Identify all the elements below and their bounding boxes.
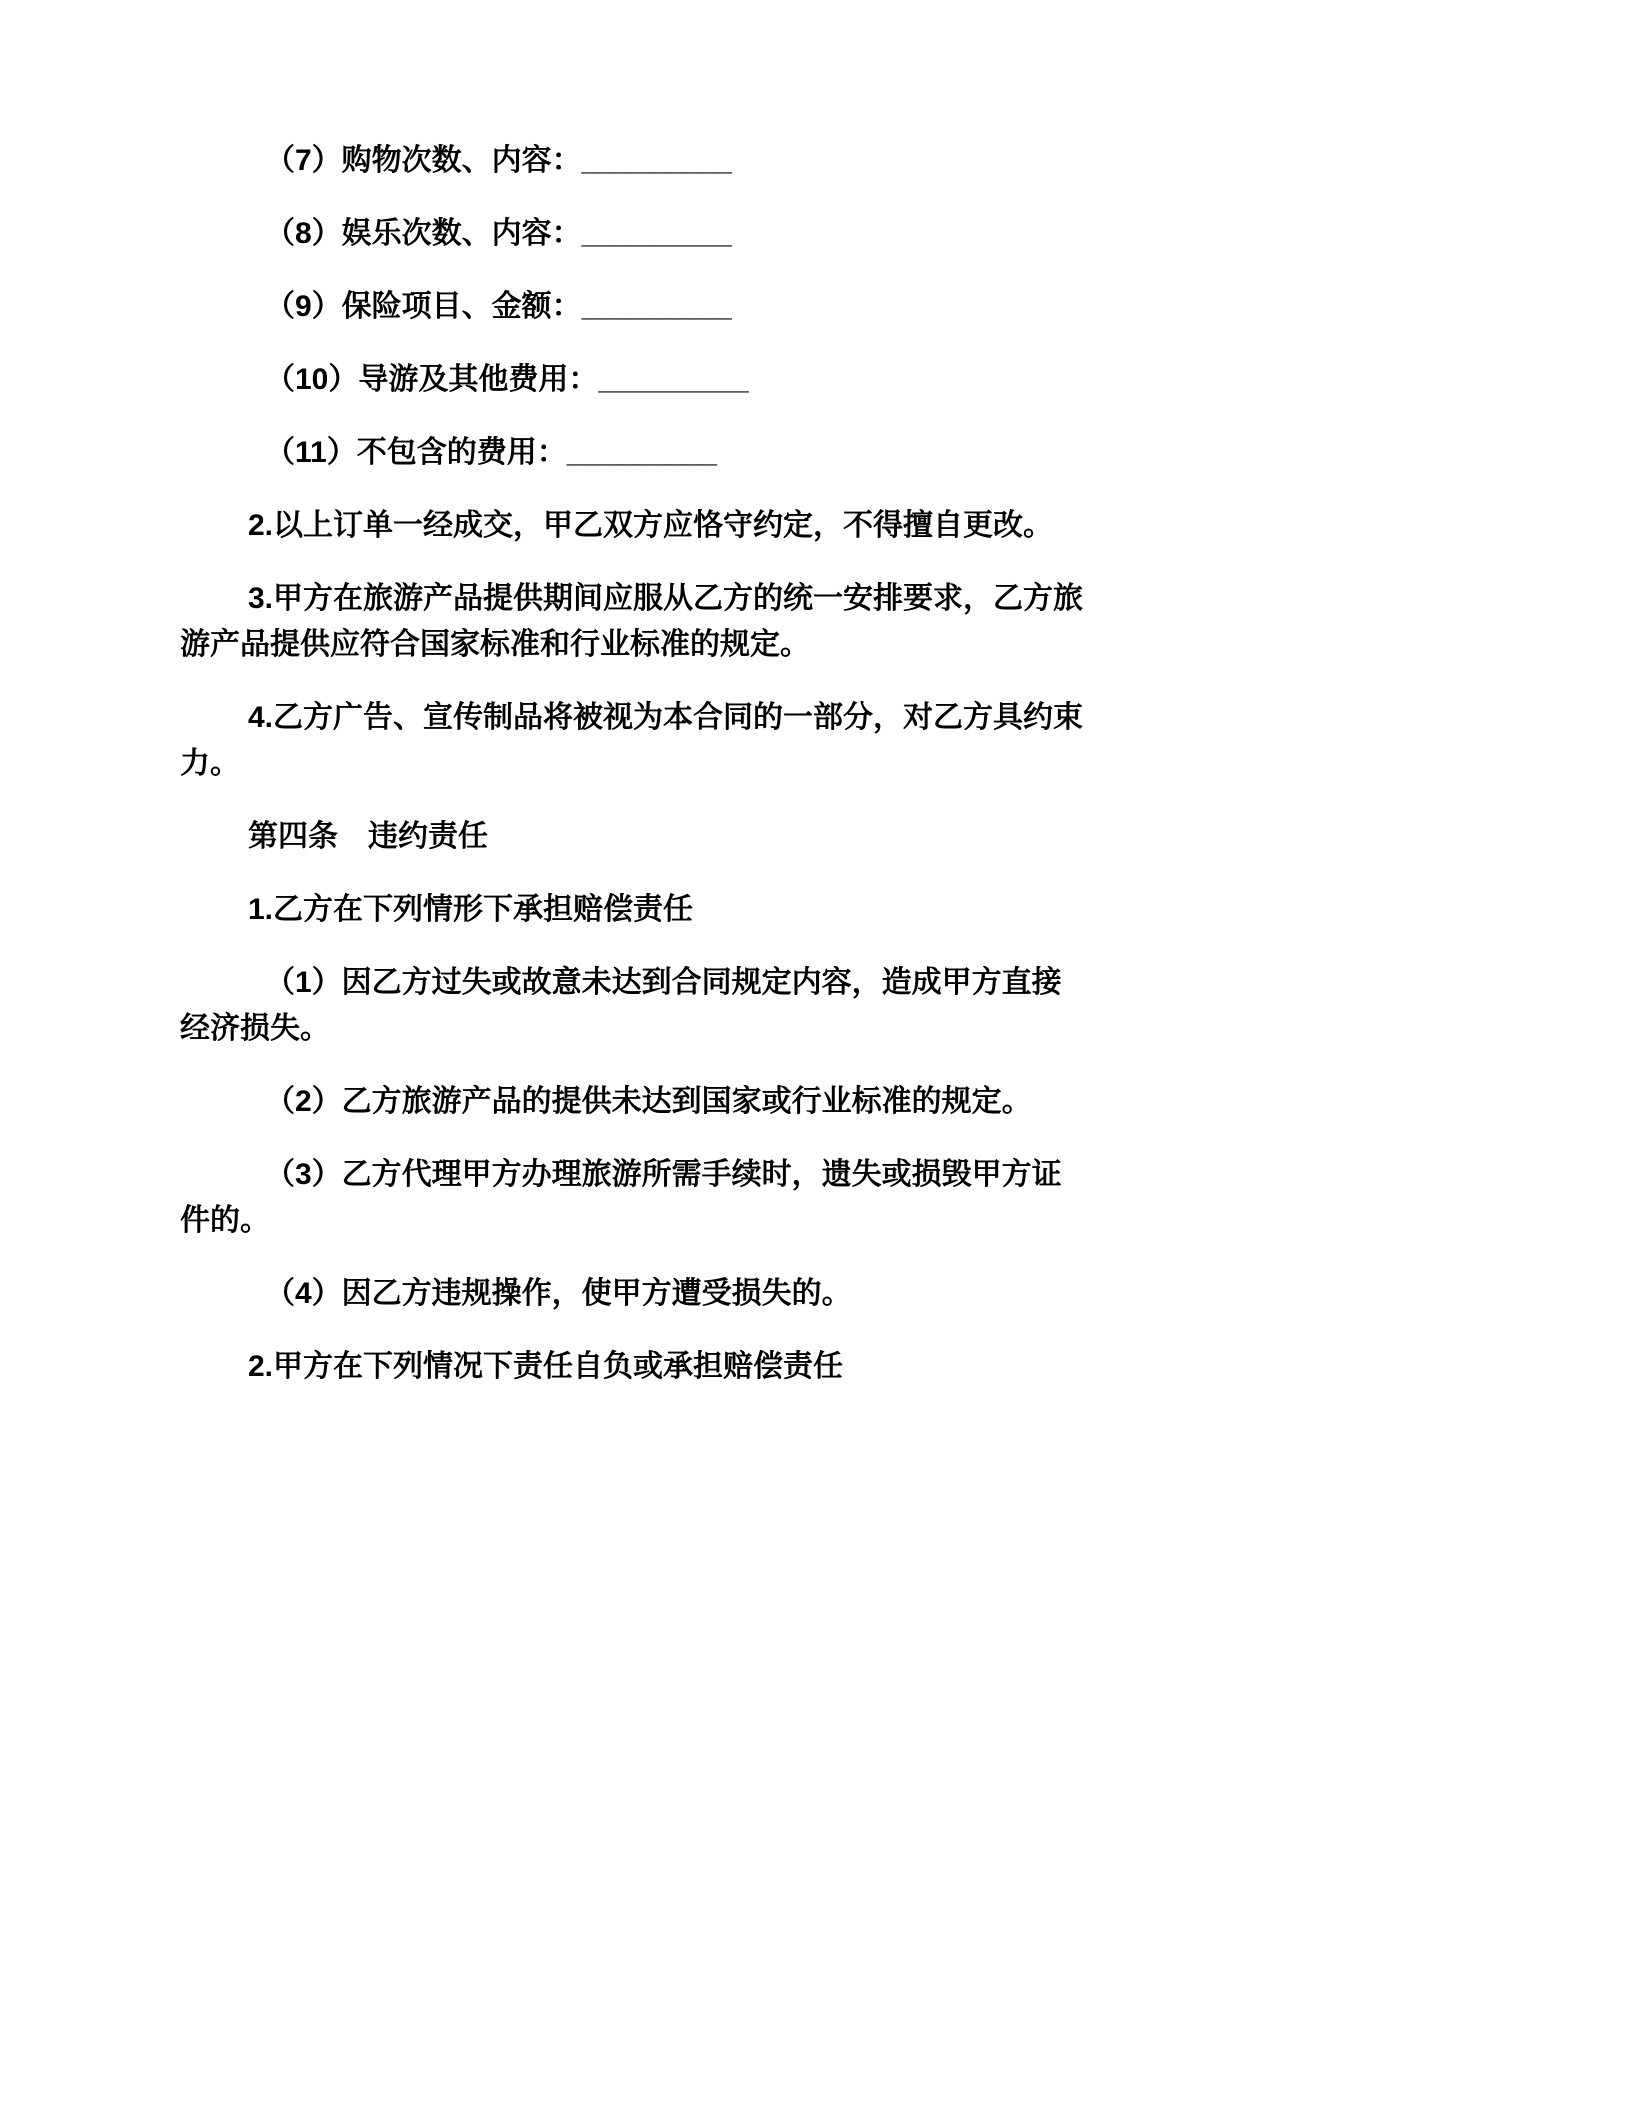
liability-item-2: （2）乙方旅游产品的提供未达到国家或行业标准的规定。 — [265, 1085, 1032, 1118]
liability-item-3: （3）乙方代理甲方办理旅游所需手续时，遗失或损毁甲方证件的。 — [180, 1158, 1062, 1237]
contract-line-shopping: （7）购物次数、内容：_________ — [265, 144, 732, 177]
contract-clause-partyb-liability: 1.乙方在下列情形下承担赔偿责任 — [248, 893, 694, 926]
liability-item-4: （4）因乙方违规操作，使甲方遭受损失的。 — [265, 1277, 852, 1310]
contract-line-excluded-fees: （11）不包含的费用：_________ — [265, 436, 717, 469]
contract-clause-order-binding: 2.以上订单一经成交，甲乙双方应恪守约定，不得擅自更改。 — [248, 509, 1054, 542]
contract-clause-arrangement: 3.甲方在旅游产品提供期间应服从乙方的统一安排要求，乙方旅游产品提供应符合国家标准和行业标准的规定。 — [180, 582, 1084, 661]
contract-text-block — [180, 138, 1085, 1390]
contract-clause-partya-liability: 2.甲方在下列情况下责任自负或承担赔偿责任 — [248, 1350, 844, 1383]
liability-item-1: （1）因乙方过失或故意未达到合同规定内容，造成甲方直接经济损失。 — [180, 966, 1062, 1045]
contract-line-guide-fees: （10）导游及其他费用：_________ — [265, 363, 749, 396]
contract-line-insurance: （9）保险项目、金额：_________ — [265, 290, 732, 323]
contract-line-entertainment: （8）娱乐次数、内容：_________ — [265, 217, 732, 250]
section-heading-article-4: 第四条 违约责任 — [248, 820, 488, 853]
contract-clause-advertising: 4.乙方广告、宣传制品将被视为本合同的一部分，对乙方具约束力。 — [180, 701, 1084, 780]
